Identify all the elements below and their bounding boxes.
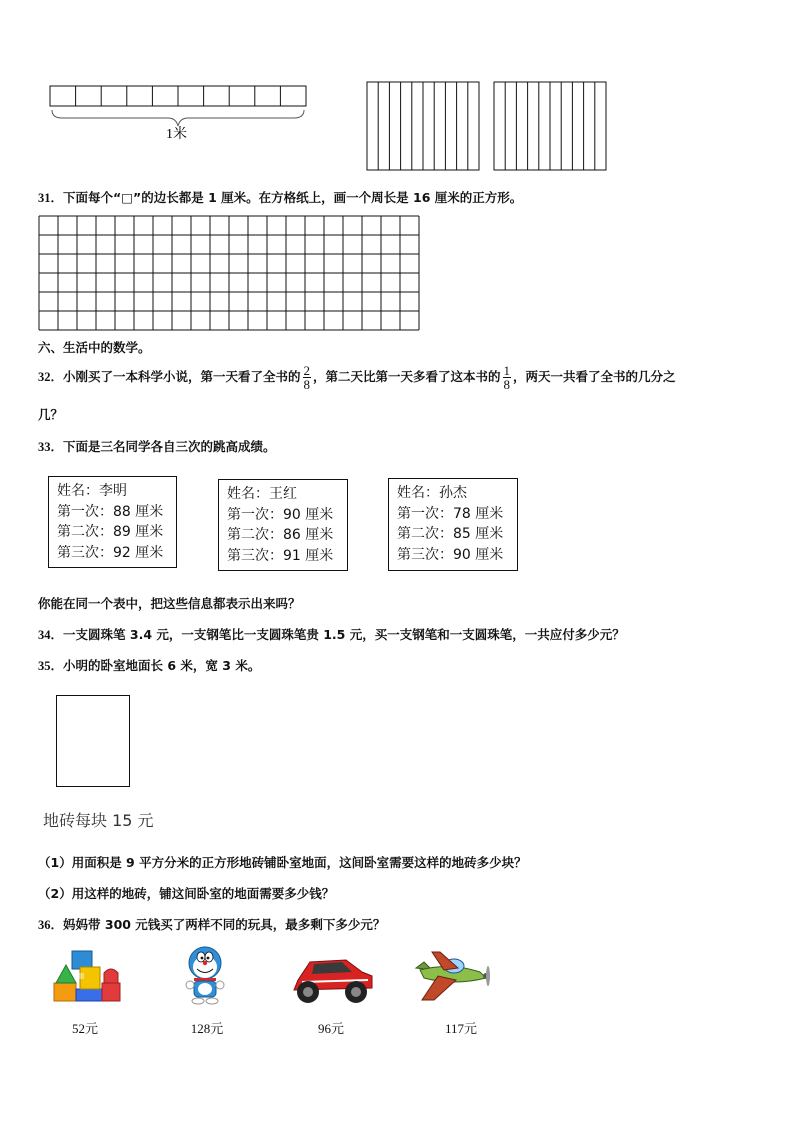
- tile-price-label: 地砖每块 15 元: [43, 811, 154, 830]
- score-card-liming: 姓名：李明 第一次：88 厘米 第二次：89 厘米 第三次：92 厘米: [48, 476, 177, 568]
- question-33: 33．下面是三名同学各自三次的跳高成绩。: [38, 439, 276, 454]
- building-blocks-icon: [48, 943, 126, 1005]
- section-6-title: 六、生活中的数学。: [38, 340, 151, 355]
- ten-strips-figure: [365, 80, 610, 172]
- toy-plane-icon: [410, 948, 494, 1006]
- doraemon-icon: [182, 945, 228, 1007]
- meter-strip-figure: [48, 82, 310, 144]
- score-card-wanghong: 姓名：王红 第一次：90 厘米 第二次：86 厘米 第三次：91 厘米: [218, 479, 348, 571]
- toy-price-2: 128元: [190, 1021, 224, 1036]
- question-32-line2: 几？: [38, 407, 64, 422]
- question-35: 35．小明的卧室地面长 6 米，宽 3 米。: [38, 658, 261, 673]
- toy-price-3: 96元: [317, 1021, 344, 1036]
- meter-label: 1米: [166, 127, 187, 142]
- question-34: 34．一支圆珠笔 3.4 元，一支钢笔比一支圆珠笔贵 1.5 元，买一支钢笔和一支圆珠笔，一共应付多少元？: [38, 627, 625, 642]
- toy-price-4: 117元: [444, 1021, 478, 1036]
- toy-car-icon: [288, 950, 376, 1006]
- question-31: 31．下面每个“□”的边长都是 1 厘米。在方格纸上，画一个周长是 16 厘米的正方形。: [38, 190, 523, 205]
- question-33-prompt: 你能在同一个表中，把这些信息都表示出来吗？: [38, 596, 301, 611]
- score-card-sunjie: 姓名：孙杰 第一次：78 厘米 第二次：85 厘米 第三次：90 厘米: [388, 478, 518, 571]
- question-35-part-2: （2）用这样的地砖，铺这间卧室的地面需要多少钱？: [38, 886, 335, 901]
- question-32: 32．小刚买了一本科学小说，第一天看了全书的 $\frac{2}{8}$ ，第二天比第一天多看了这本书的 $\frac{1}{8}$ ，两天一共看了全书的几分之: [38, 363, 676, 392]
- question-36: 36．妈妈带 300 元钱买了两样不同的玩具，最多剩下多少元？: [38, 917, 386, 932]
- square-grid-paper[interactable]: [38, 215, 420, 332]
- fraction-one-eighth: $\frac{1}{8}$: [503, 363, 511, 392]
- question-35-part-1: （1）用面积是 9 平方分米的正方形地砖铺卧室地面，这间卧室需要这样的地砖多少块？: [38, 855, 527, 870]
- bedroom-rectangle: [56, 695, 130, 787]
- fraction-two-eighths: $\frac{2}{8}$: [303, 363, 311, 392]
- toy-price-1: 52元: [71, 1021, 98, 1036]
